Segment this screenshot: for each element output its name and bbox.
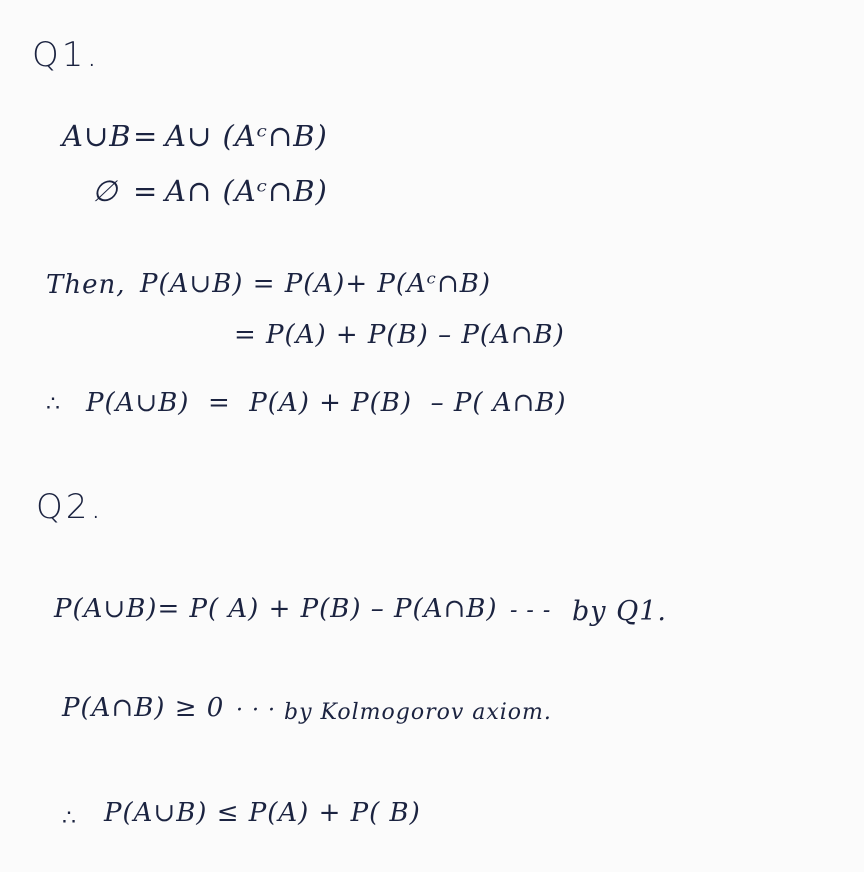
q2-step1-note: by Q1.: [572, 596, 668, 627]
q1-therefore-symbol: ∴: [46, 392, 61, 417]
q2-step1-expression: P(A∪B)= P( A) + P(B) – P(A∩B): [54, 594, 498, 624]
q1-line1-rhs: A∪ (Aᶜ∩B): [165, 119, 328, 153]
q1-line2-rhs: A∩ (Aᶜ∩B): [165, 174, 328, 208]
q1-then-expression: P(A∪B) = P(A)+ P(Aᶜ∩B): [140, 269, 491, 299]
q2-step2-dots: · · ·: [236, 698, 276, 723]
q2-step1-dots: - - -: [510, 598, 552, 623]
q1-conclusion: P(A∪B) = P(A) + P(B) – P( A∩B): [86, 388, 567, 418]
q1-line2-lhs: ∅: [92, 174, 119, 208]
q1-heading: Q1.: [32, 35, 101, 75]
q1-then-word: Then,: [46, 270, 126, 300]
q2-heading: Q2.: [36, 487, 105, 527]
q1-line1-lhs: A∪B: [62, 119, 132, 153]
q2-step2-expression: P(A∩B) ≥ 0: [62, 693, 225, 723]
q1-line2-equals: =: [133, 174, 159, 208]
q2-therefore-symbol: ∴: [62, 806, 77, 831]
q1-line1-equals: =: [133, 119, 159, 153]
q1-then-continuation: = P(A) + P(B) – P(A∩B): [234, 320, 565, 350]
q2-conclusion: P(A∪B) ≤ P(A) + P( B): [104, 798, 421, 828]
q2-step2-note: by Kolmogorov axiom.: [284, 700, 552, 725]
